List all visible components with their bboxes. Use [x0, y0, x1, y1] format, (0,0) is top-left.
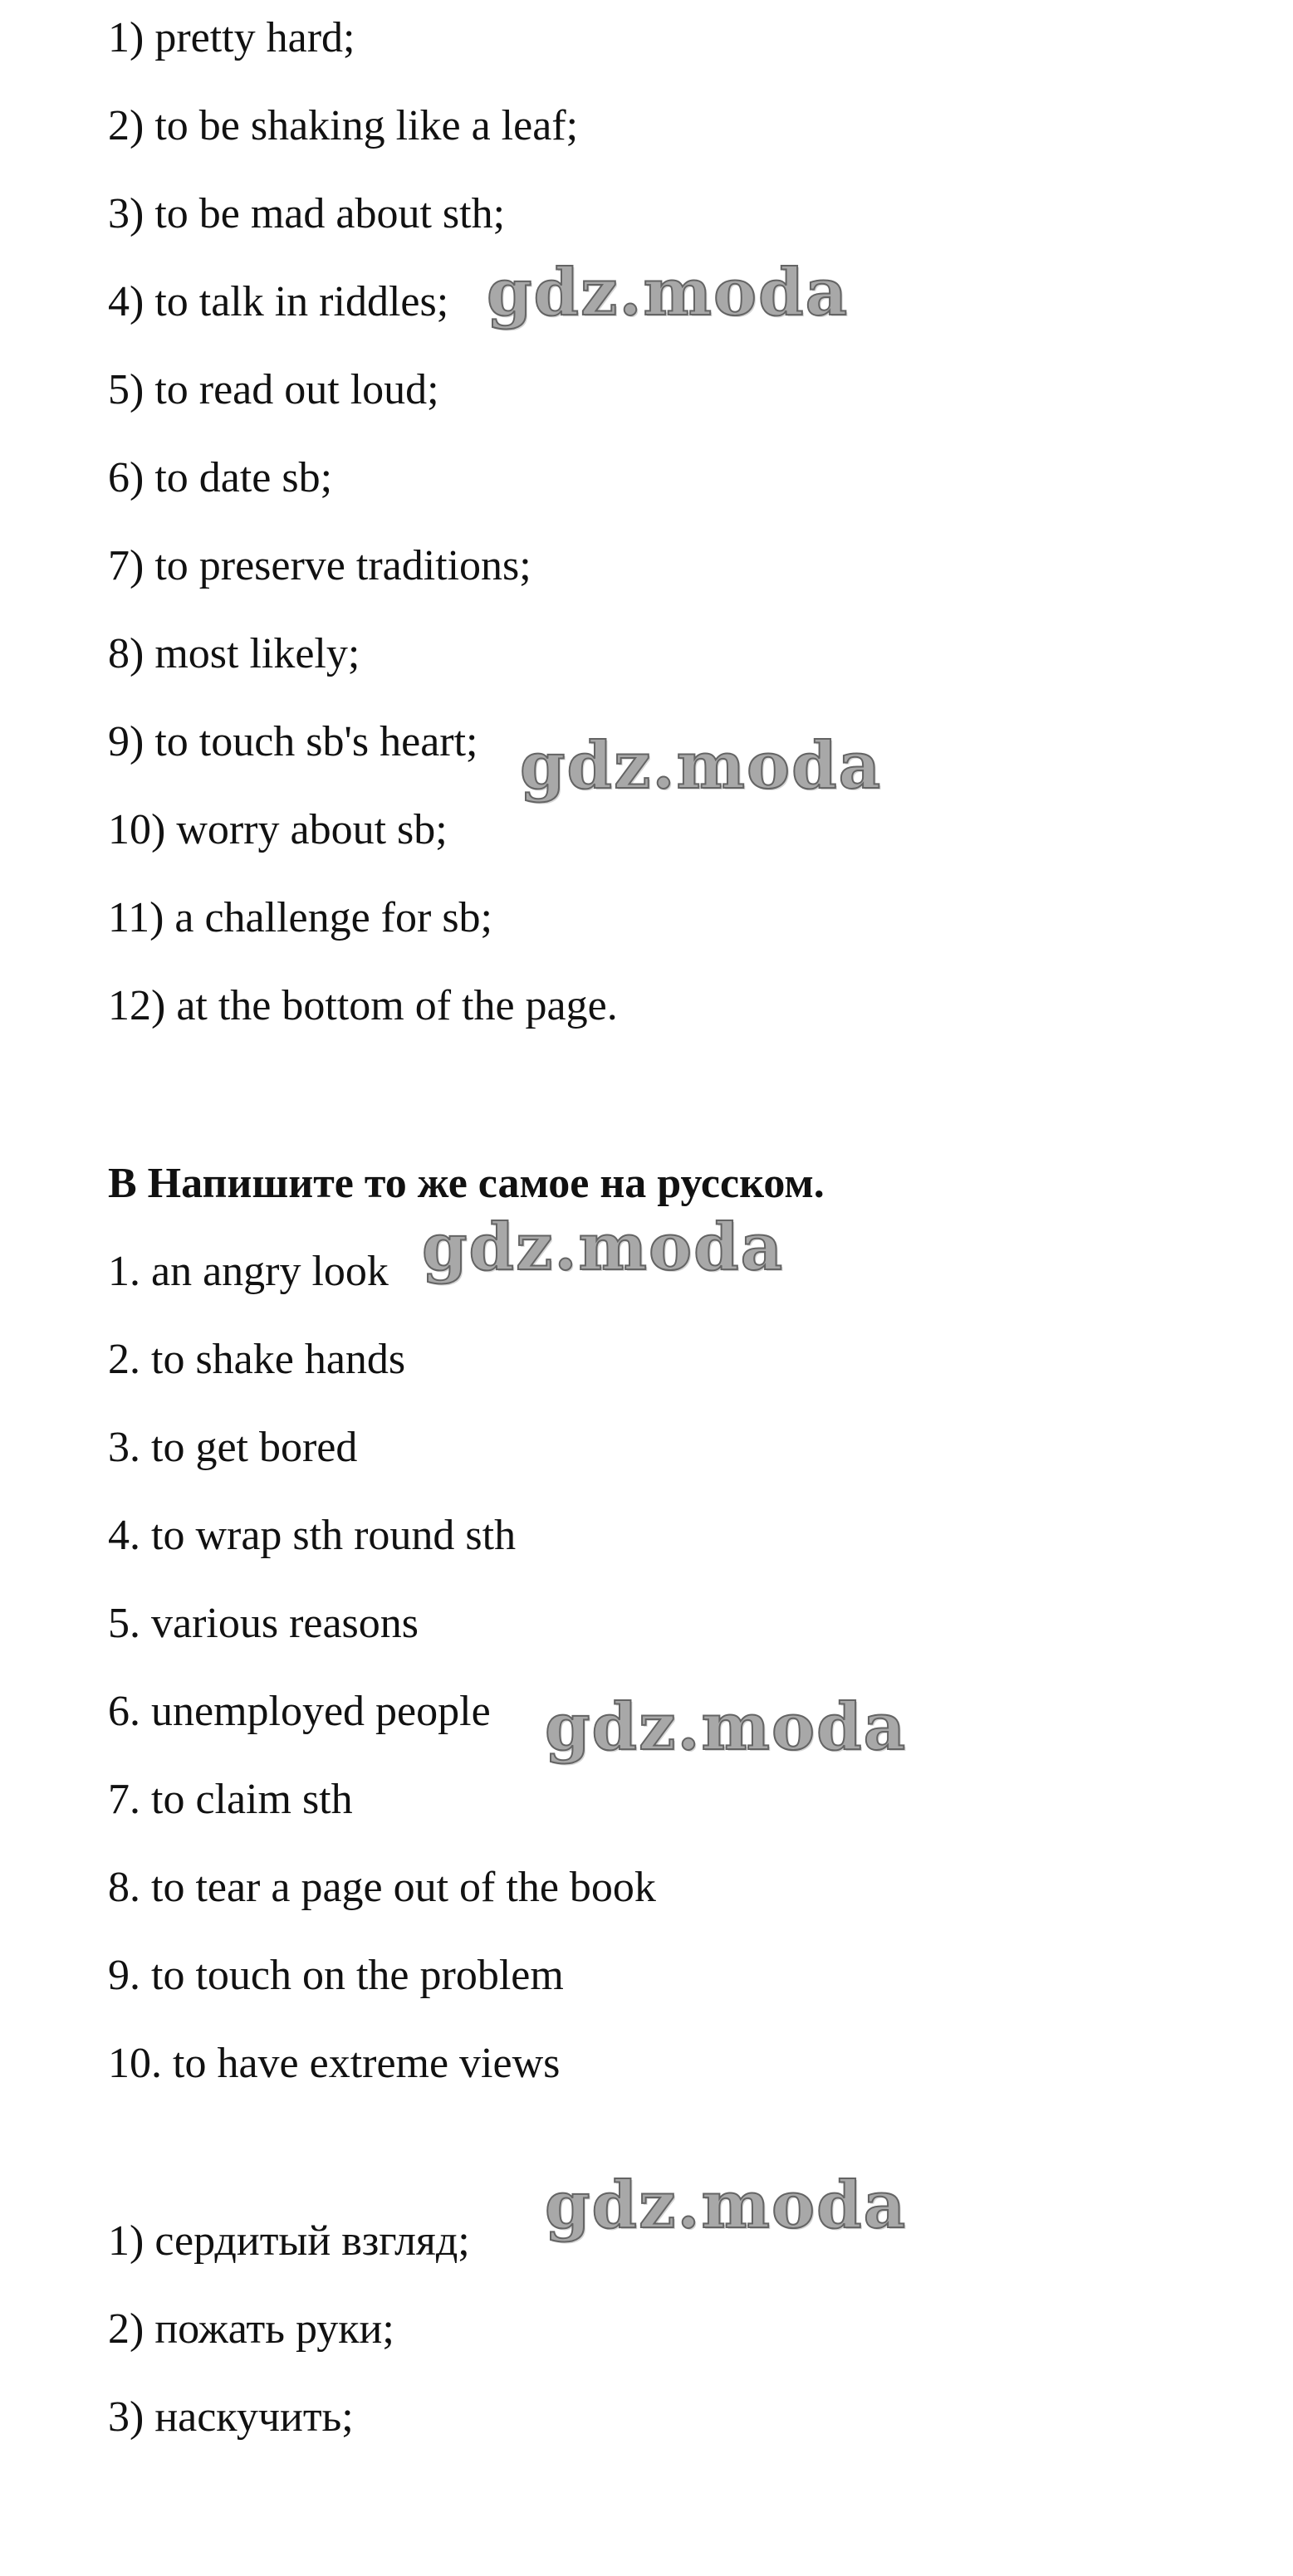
exercise-item: 6. unemployed people [108, 1688, 491, 1735]
list-item: 6) to date sb; [108, 454, 333, 501]
list-item: 8) most likely; [108, 630, 360, 677]
list-item: 3) to be mad about sth; [108, 190, 506, 237]
list-item: 10) worry about sb; [108, 806, 448, 853]
exercise-item: 10. to have extreme views [108, 2040, 561, 2087]
answer-item: 2) пожать руки; [108, 2305, 394, 2353]
watermark-logo: gdz.moda [545, 2168, 908, 2243]
list-item: 7) to preserve traditions; [108, 542, 531, 589]
list-item: 4) to talk in riddles; [108, 278, 449, 325]
watermark-logo: gdz.moda [545, 1689, 908, 1765]
list-item: 12) at the bottom of the page. [108, 982, 618, 1029]
exercise-item: 9. to touch on the problem [108, 1952, 564, 1999]
exercise-item: 4. to wrap sth round sth [108, 1512, 517, 1559]
exercise-item: 5. various reasons [108, 1600, 419, 1647]
exercise-item: 8. to tear a page out of the book [108, 1864, 656, 1911]
watermark-logo: gdz.moda [487, 255, 850, 330]
list-item: 2) to be shaking like a leaf; [108, 102, 579, 149]
list-item: 11) a challenge for sb; [108, 894, 492, 941]
answer-item: 1) сердитый взгляд; [108, 2217, 470, 2265]
watermark-logo: gdz.moda [422, 1210, 785, 1285]
exercise-item: 3. to get bored [108, 1424, 358, 1471]
exercise-item: 7. to claim sth [108, 1776, 353, 1823]
answer-item: 3) наскучить; [108, 2393, 354, 2441]
exercise-item: 2. to shake hands [108, 1336, 406, 1383]
exercise-item: 1. an angry look [108, 1248, 389, 1295]
section-heading: B Напишите то же самое на русском. [108, 1160, 825, 1207]
list-item: 1) pretty hard; [108, 14, 355, 61]
list-item: 5) to read out loud; [108, 366, 439, 413]
list-item: 9) to touch sb's heart; [108, 718, 478, 765]
watermark-logo: gdz.moda [520, 728, 883, 804]
